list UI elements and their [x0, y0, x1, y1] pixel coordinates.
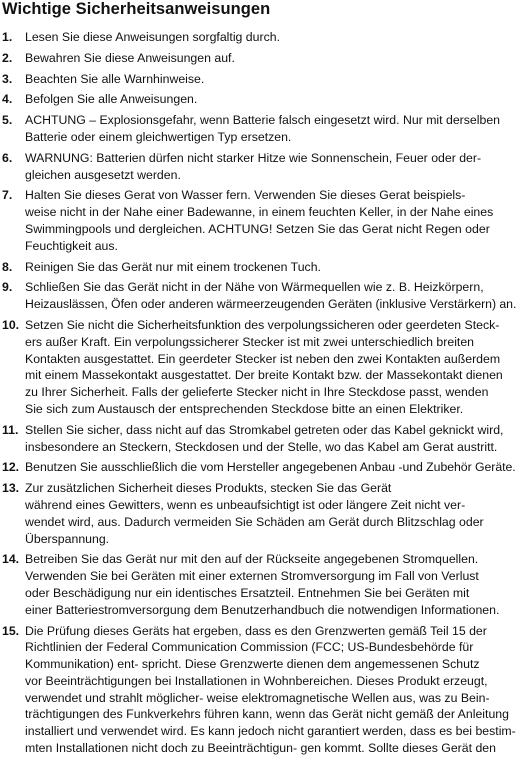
item-text-line: Sie sich zum Austausch der entsprechenden Steckdose bitte an einen Elektriker. — [25, 401, 464, 416]
item-text-line: vor Beeinträchtigungen bei Installationen in Wohnbereichen. Dieses Produkt erzeugt, — [25, 673, 488, 688]
item-number: 12. — [2, 460, 20, 475]
item-text-line: Heizauslässen, Öfen oder anderen wärmeerzeugenden Geräten (inklusive Verstärkern) an. — [25, 297, 517, 312]
instruction-item — [1, 480, 519, 547]
item-text-line: oder Beschädigung nur ein identisches Ersatzteil. Entnehmen Sie bei Geräten mit — [25, 585, 470, 600]
item-number: 14. — [2, 552, 20, 567]
instruction-item — [1, 50, 519, 67]
item-text-line: Batterie oder einem gleichwertigen Typ ersetzen. — [25, 129, 292, 144]
instruction-item — [1, 422, 519, 456]
instruction-item — [1, 29, 519, 46]
instruction-item — [1, 187, 519, 254]
instruction-item — [1, 459, 519, 476]
item-text-line: Die Prüfung dieses Geräts hat ergeben, dass es den Grenzwerten gemäß Teil 15 der — [25, 623, 487, 638]
item-text-line: mit einem Massekontakt ausgestattet. Der breite Kontakt bzw. der Massekontakt dienen — [25, 368, 503, 383]
item-number: 13. — [2, 481, 20, 496]
item-text-line: Bewahren Sie diese Anweisungen auf. — [25, 50, 235, 65]
instruction-item — [1, 91, 519, 108]
item-text-line: insbesondere an Steckern, Steckdosen und der Stelle, wo das Kabel am Gerat austritt. — [25, 439, 498, 454]
item-text-line: Betreiben Sie das Gerät nur mit den auf der Rückseite angegebenen Stromquellen. — [25, 552, 479, 567]
item-text-line: während eines Gewitters, wenn es unbeaufsichtigt ist oder längere Zeit nicht ver- — [25, 497, 466, 512]
item-number: 6. — [2, 150, 13, 165]
item-number: 4. — [2, 92, 13, 107]
item-text-line: Überspannung. — [25, 531, 110, 546]
item-text-line: Verwenden Sie bei Geräten mit einer externen Stromversorgung im Fall von Verlust — [25, 569, 479, 584]
item-number: 1. — [2, 30, 13, 44]
item-text-line: Schließen Sie das Gerät nicht in der Nähe von Wärmequellen wie z. B. Heizkörpern, — [25, 280, 484, 295]
item-number: 15. — [2, 623, 20, 638]
item-number: 9. — [2, 280, 13, 295]
item-text-line: Reinigen Sie das Gerät nur mit einem trockenen Tuch. — [25, 259, 321, 274]
item-text-line: Kommunikation) ent- spricht. Diese Grenzwerte dienen dem angemessenen Schutz — [25, 657, 480, 672]
instruction-item — [1, 279, 519, 313]
item-number: 3. — [2, 71, 13, 86]
item-text-line: Stellen Sie sicher, dass nicht auf das Stromkabel getreten oder das Kabel geknickt wird, — [25, 422, 504, 437]
item-text-line: Lesen Sie diese Anweisungen sorgfaltig durch. — [25, 30, 280, 44]
item-number: 10. — [2, 317, 20, 332]
item-number: 2. — [2, 50, 13, 65]
item-text-line: mten Installationen nicht doch zu Beeinträchtigun- gen kommt. Sollte dieses Gerät den — [25, 741, 496, 756]
instruction-item — [1, 150, 519, 184]
item-number: 7. — [2, 188, 13, 203]
item-text-line: ACHTUNG – Explosionsgefahr, wenn Batterie falsch eingesetzt wird. Nur mit derselben — [25, 113, 501, 128]
instruction-item — [1, 551, 519, 618]
item-text-line: ers außer Kraft. Ein verpolungssicherer Stecker ist mit zwei unterschiedlich breiten — [25, 334, 475, 349]
item-text-line: installiert und verwendet wird. Es kann jedoch nicht garantiert werden, dass es bei bestim- — [25, 724, 516, 739]
item-text-line: Befolgen Sie alle Anweisungen. — [25, 92, 198, 107]
item-text-line: einer Batteriestromversorgung dem Benutzerhandbuch die notwendigen Informationen. — [25, 602, 500, 617]
item-number: 11. — [2, 422, 19, 437]
item-number: 5. — [2, 113, 13, 128]
document-title: Wichtige Sicherheitsanweisungen — [2, 0, 271, 18]
item-text-line: weise nicht in der Nahe einer Badewanne, in einem feuchten Keller, in der Nahe eines — [25, 205, 494, 220]
instruction-list — [1, 29, 519, 757]
item-text-line: Richtlinien der Federal Communication Commission (FCC; US-Bundesbehörde für — [25, 640, 474, 655]
instruction-item — [1, 112, 519, 146]
item-number: 8. — [2, 259, 13, 274]
instruction-item — [1, 259, 519, 276]
item-text-line: WARNUNG: Batterien dürfen nicht starker Hitze wie Sonnenschein, Feuer oder der- — [25, 150, 482, 165]
item-text-line: zu Ihrer Sicherheit. Falls der gelieferte Stecker nicht in Ihre Steckdose passt, wenden — [25, 385, 489, 400]
item-text-line: gleichen ausgesetzt werden. — [25, 167, 181, 182]
item-text-line: Beachten Sie alle Warnhinweise. — [25, 71, 205, 86]
instruction-item — [1, 71, 519, 88]
item-text-line: Halten Sie dieses Gerat von Wasser fern. Verwenden Sie dieses Gerat beispiels- — [25, 188, 466, 203]
item-text-line: Setzen Sie nicht die Sicherheitsfunktion des verpolungssicheren oder geerdeten Steck- — [25, 317, 500, 332]
item-text-line: trächtigungen des Funkverkehrs führen kann, wenn das Gerät nicht gemäß der Anleitung — [25, 707, 509, 722]
item-text-line: wendet wird, aus. Dadurch vermeiden Sie Schäden am Gerät durch Blitzschlag oder — [25, 514, 484, 529]
item-text-line: Kontakten ausgestattet. Ein geerdeter Stecker ist neben den zwei Kontakten außerdem — [25, 351, 501, 366]
item-text-line: Swimmingpools und dergleichen. ACHTUNG! Setzen Sie das Gerat nicht Regen oder — [25, 221, 490, 236]
item-text-line: Feuchtigkeit aus. — [25, 238, 118, 253]
item-text-line: verwendet und strahlt möglicher- weise elektromagnetische Wellen aus, was zu Bein- — [25, 690, 490, 705]
instruction-item — [1, 317, 519, 418]
item-text-line: Zur zusätzlichen Sicherheit dieses Produkts, stecken Sie das Gerät — [25, 481, 392, 496]
instruction-item — [1, 623, 519, 757]
item-text-line: Benutzen Sie ausschließlich die vom Hersteller angegebenen Anbau -und Zubehör Geräte. — [25, 460, 516, 475]
